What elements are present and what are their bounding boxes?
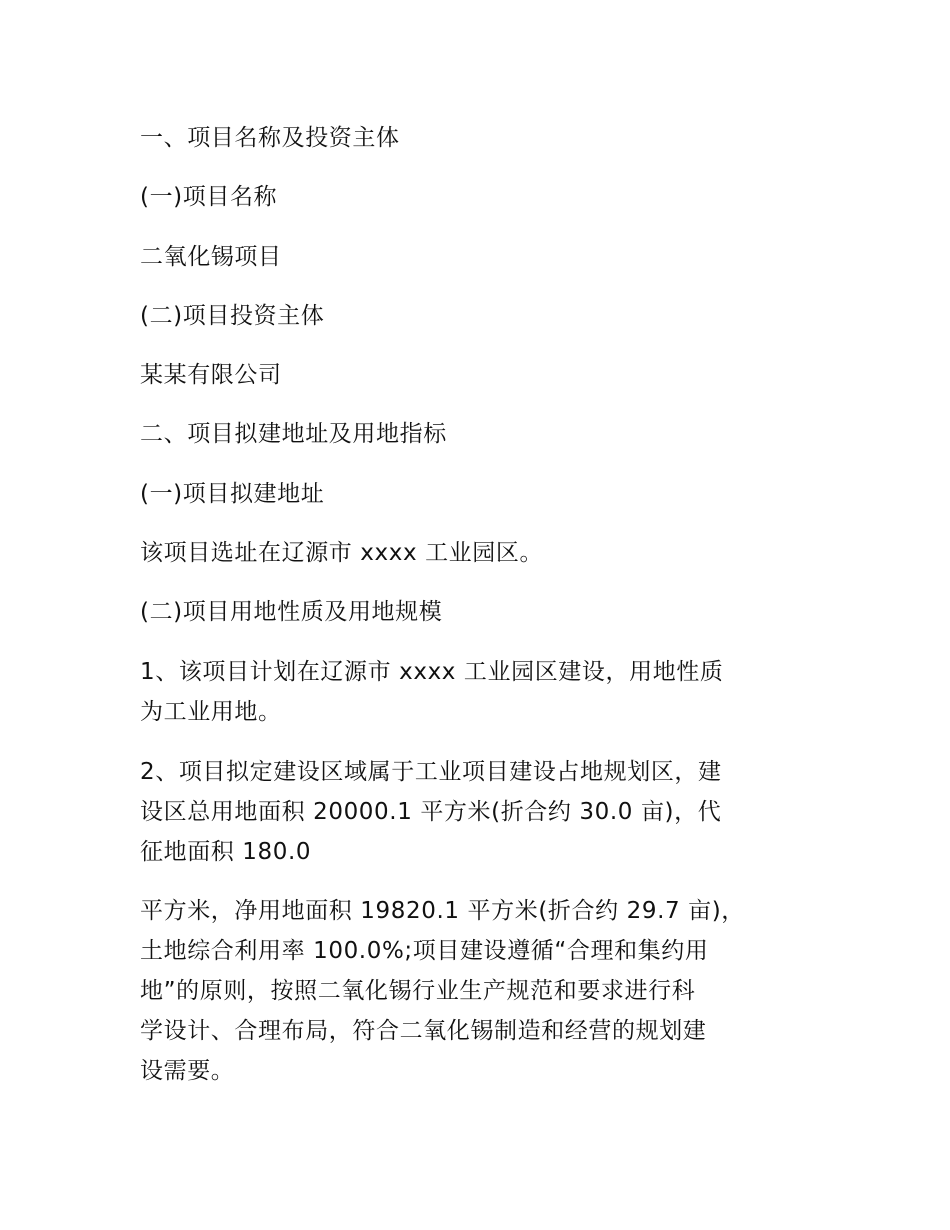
- paragraph-2-line-1: 2、项目拟定建设区域属于工业项目建设占地规划区，建: [140, 759, 722, 785]
- paragraph-2-line-2: 设区总用地面积 20000.1 平方米(折合约 30.0 亩)，代: [140, 799, 722, 825]
- paragraph-2-line-3: 征地面积 180.0: [140, 839, 312, 865]
- section-heading-1: 一、项目名称及投资主体: [140, 125, 400, 151]
- subheading-land-use: (二)项目用地性质及用地规模: [140, 599, 443, 625]
- paragraph-1-line-2: 为工业用地。: [140, 699, 282, 725]
- section-heading-2: 二、项目拟建地址及用地指标: [140, 421, 447, 447]
- subheading-investor: (二)项目投资主体: [140, 303, 325, 329]
- paragraph-3-line-5: 设需要。: [140, 1058, 235, 1084]
- paragraph-3-line-2: 土地综合利用率 100.0%;项目建设遵循“合理和集约用: [140, 938, 709, 964]
- subheading-site: (一)项目拟建地址: [140, 481, 325, 507]
- investor-text: 某某有限公司: [140, 362, 282, 388]
- paragraph-3-line-1: 平方米，净用地面积 19820.1 平方米(折合约 29.7 亩)，: [140, 898, 745, 924]
- subheading-project-name: (一)项目名称: [140, 184, 278, 210]
- paragraph-3-line-3: 地”的原则，按照二氧化锡行业生产规范和要求进行科: [140, 978, 696, 1004]
- paragraph-3-line-4: 学设计、合理布局，符合二氧化锡制造和经营的规划建: [140, 1018, 707, 1044]
- paragraph-1-line-1: 1、该项目计划在辽源市 xxxx 工业园区建设，用地性质: [140, 659, 724, 685]
- project-name-text: 二氧化锡项目: [140, 244, 282, 270]
- site-text: 该项目选址在辽源市 xxxx 工业园区。: [140, 540, 544, 566]
